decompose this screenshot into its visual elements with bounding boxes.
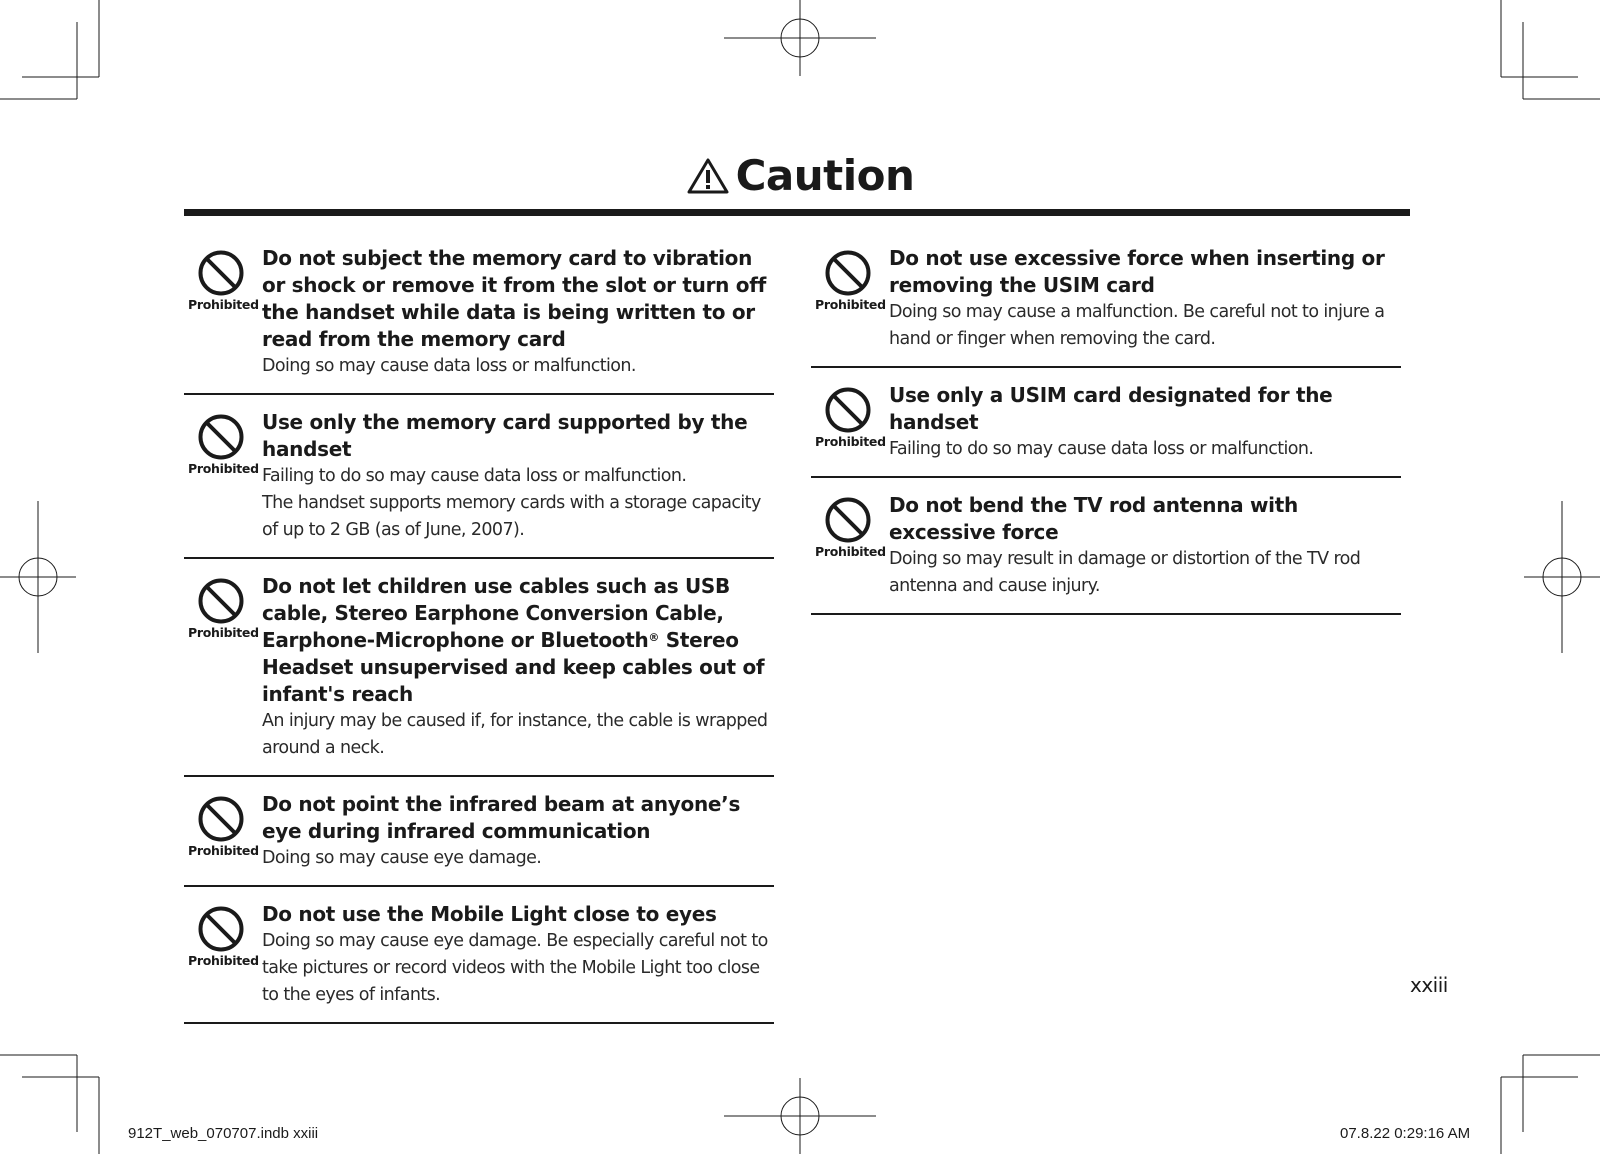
title-divider xyxy=(184,209,1410,216)
print-timestamp: 07.8.22 0:29:16 AM xyxy=(1340,1125,1471,1142)
caution-item-title: Do not subject the memory card to vibration or shock or remove it from the slot or turn off the handset while data is being written to or read from the memory card xyxy=(262,246,767,351)
prohibited-icon xyxy=(197,905,245,953)
prohibited-icon xyxy=(824,386,872,434)
caution-item xyxy=(184,777,774,887)
caution-item-body xyxy=(889,436,1401,463)
prohibited-icon xyxy=(197,249,245,297)
caution-item-text: Doing so may cause eye damage. xyxy=(262,848,542,868)
caution-item xyxy=(184,559,774,777)
prohibited-icon xyxy=(824,496,872,544)
caution-item xyxy=(811,231,1401,368)
caution-item-title: Use only the memory card supported by the handset xyxy=(262,410,748,461)
caution-item xyxy=(184,887,774,1024)
page-number: xxiii xyxy=(1410,973,1448,997)
page-title xyxy=(0,150,1600,202)
prohibited-badge xyxy=(188,577,259,640)
prohibited-label: Prohibited xyxy=(188,953,259,968)
caution-item-title: Do not use excessive force when inserting or removing the USIM card xyxy=(889,246,1385,297)
warning-triangle-icon xyxy=(686,157,730,195)
page-title-text: Caution xyxy=(735,151,915,200)
caution-item-text: Doing so may cause data loss or malfunction. xyxy=(262,356,636,376)
prohibited-label: Prohibited xyxy=(188,625,259,640)
caution-item-text: Doing so may cause eye damage. Be especially careful not to take pictures or record videos with the Mobile Light too close to the eyes of infants. xyxy=(262,931,768,1005)
prohibited-label: Prohibited xyxy=(815,434,886,449)
caution-item-title: Use only a USIM card designated for the handset xyxy=(889,383,1333,434)
prohibited-badge xyxy=(815,249,886,312)
left-column xyxy=(184,231,774,1024)
caution-item-text: Doing so may result in damage or distortion of the TV rod antenna and cause injury. xyxy=(889,549,1361,596)
caution-item-title: Do not use the Mobile Light close to eyes xyxy=(262,902,717,926)
title-part: Do not let children use cables such as USB cable, Stereo Earphone Conversion Cable, Earphone-Microphone or Bluetooth xyxy=(262,574,730,652)
file-slug: 912T_web_070707.indb xxiii xyxy=(128,1125,319,1142)
registered-mark: ® xyxy=(648,631,660,644)
caution-item-body xyxy=(889,299,1401,353)
right-column xyxy=(811,231,1401,615)
caution-item-text: Failing to do so may cause data loss or malfunction. xyxy=(262,466,687,486)
prohibited-badge xyxy=(188,249,259,312)
prohibited-label: Prohibited xyxy=(188,461,259,476)
prohibited-badge xyxy=(815,386,886,449)
caution-item-title: Do not bend the TV rod antenna with excessive force xyxy=(889,493,1298,544)
caution-item xyxy=(184,395,774,559)
prohibited-badge xyxy=(188,413,259,476)
prohibited-icon xyxy=(197,577,245,625)
caution-item xyxy=(811,478,1401,615)
caution-item-body xyxy=(262,463,774,544)
prohibited-label: Prohibited xyxy=(188,843,259,858)
prohibited-badge xyxy=(815,496,886,559)
caution-item xyxy=(184,231,774,395)
title-part: Stereo Headset unsupervised and keep cables out of infant's reach xyxy=(262,628,765,706)
caution-item-text: An injury may be caused if, for instance, the cable is wrapped around a neck. xyxy=(262,711,768,758)
caution-item xyxy=(811,368,1401,478)
caution-item-body xyxy=(262,928,774,1009)
prohibited-label: Prohibited xyxy=(188,297,259,312)
prohibited-icon xyxy=(197,413,245,461)
caution-item-text: Failing to do so may cause data loss or malfunction. xyxy=(889,439,1314,459)
prohibited-badge xyxy=(188,795,259,858)
prohibited-icon xyxy=(824,249,872,297)
prohibited-icon xyxy=(197,795,245,843)
caution-item-body xyxy=(262,845,774,872)
prohibited-label: Prohibited xyxy=(815,544,886,559)
caution-item-text: Doing so may cause a malfunction. Be careful not to injure a hand or finger when removing the card. xyxy=(889,302,1385,349)
caution-item-text: The handset supports memory cards with a storage capacity of up to 2 GB (as of June, 2007). xyxy=(262,493,761,540)
caution-item-body xyxy=(262,708,774,762)
caution-item-title xyxy=(262,573,774,708)
prohibited-badge xyxy=(188,905,259,968)
caution-item-body xyxy=(889,546,1401,600)
caution-item-body xyxy=(262,353,774,380)
caution-item-title: Do not point the infrared beam at anyone’s eye during infrared communication xyxy=(262,792,741,843)
prohibited-label: Prohibited xyxy=(815,297,886,312)
